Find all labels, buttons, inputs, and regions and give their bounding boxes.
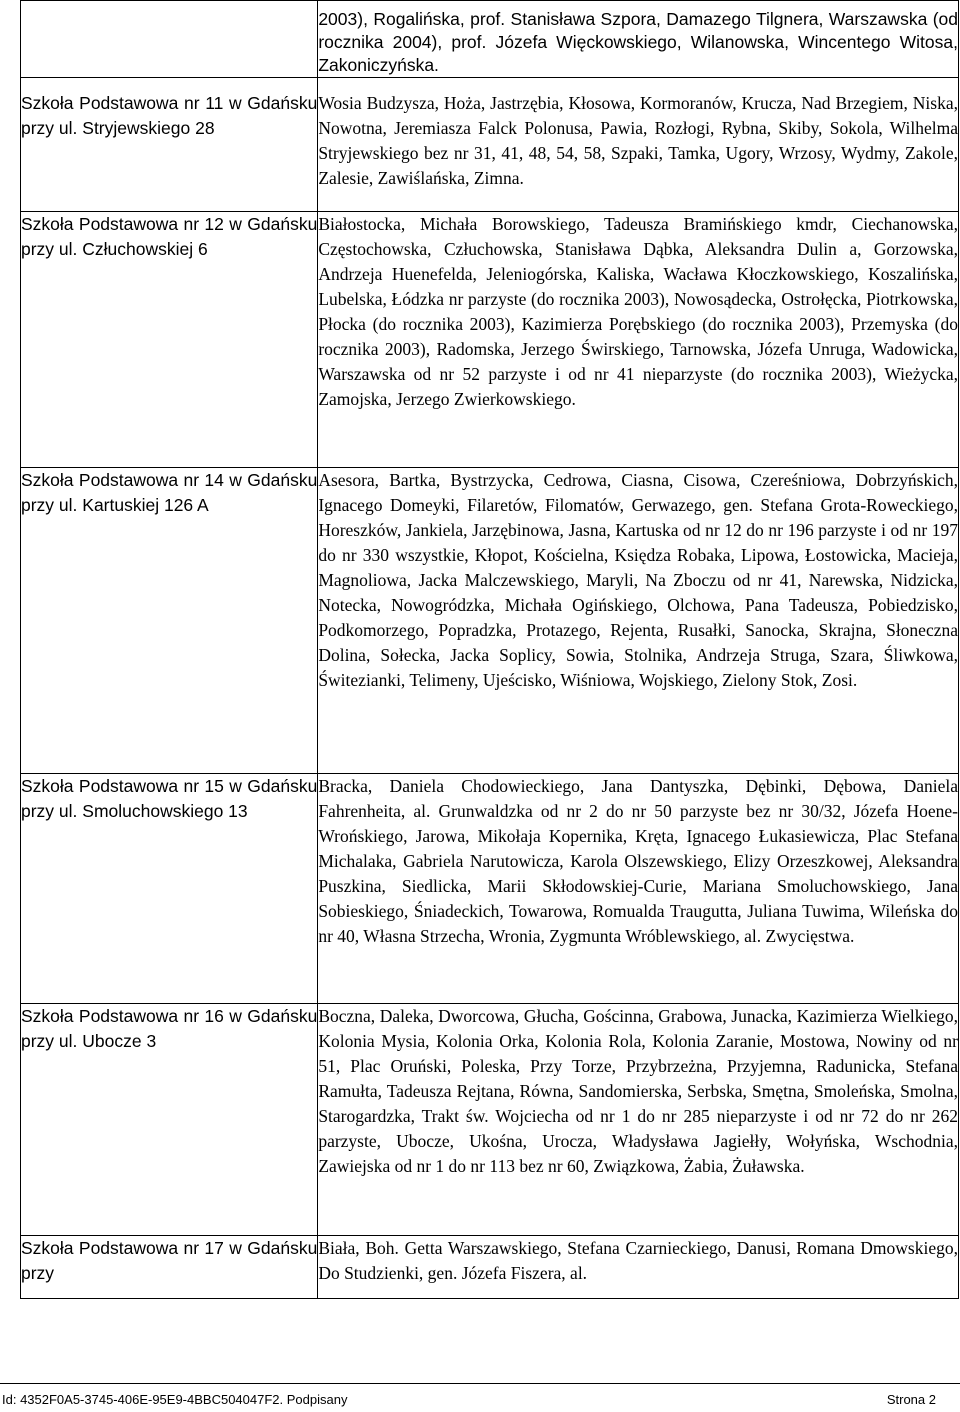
table-row: [21, 212, 959, 468]
document-id: Id: 4352F0A5-3745-406E-95E9-4BBC504047F2. Podpisany: [2, 1392, 348, 1407]
street-list: 2003), Rogalińska, prof. Stanisława Szpora, Damazego Tilgnera, Warszawska (od rocznika 2004), prof. Józefa Więckowskiego, Wilanowska, Wincentego Witosa, Zakoniczyńska.: [318, 1, 959, 78]
table-row: [21, 1, 959, 78]
street-list: Bracka, Daniela Chodowieckiego, Jana Dantyszka, Dębinki, Dębowa, Daniela Fahrenheita, al. Grunwaldzka od nr 2 do nr 50 parzyste bez nr 30/32, Józefa Hoene-Wrońskiego, Jarowa, Mikołaja Kopernika, Kręta, Ignacego Łukasiewicza, Plac Stefana Michalaka, Gabriela Narutowicza, Karola Olszewskiego, Elizy Orzeszkowej, Aleksandra Puszkina, Siedlicka, Marii Skłodowskiej-Curie, Mariana Smoluchowskiego, Jana Sobieskiego, Śniadeckich, Towarowa, Romualda Traugutta, Juliana Tuwima, Wileńska do nr 40, Własna Strzecha, Wronia, Zygmunta Wróblewskiego, al. Zwycięstwa.: [318, 774, 959, 1004]
street-list: Wosia Budzysza, Hoża, Jastrzębia, Kłosowa, Kormoranów, Krucza, Nad Brzegiem, Niska, Nowotna, Jeremiasza Falck Polonusa, Pawia, Rozłogi, Rybna, Skiby, Sokola, Wilhelma Stryjewskiego bez nr 31, 41, 48, 54, 58, Szpaki, Tamka, Ugory, Wrzosy, Wydmy, Zakole, Zalesie, Zawiślańska, Zimna.: [318, 78, 959, 212]
street-list: Boczna, Daleka, Dworcowa, Głucha, Gościnna, Grabowa, Junacka, Kazimierza Wielkiego, Kolonia Mysia, Kolonia Orka, Kolonia Rola, Kolonia Zaranie, Mostowa, Nowiny od nr 51, Plac Oruński, Poleska, Przy Torze, Przybrzeżna, Przyjemna, Radunicka, Stefana Ramułta, Tadeusza Rejtana, Równa, Sandomierska, Serbska, Smętna, Smoleńska, Smolna, Starogardzka, Trakt św. Wojciecha od nr 1 do nr 285 nieparzyste i od nr 72 do nr 262 parzyste, Ubocze, Ukośna, Urocza, Władysława Jagiełły, Wołyńska, Wschodnia, Zawiejska od nr 1 do nr 113 bez nr 60, Związkowa, Żabia, Żuławska.: [318, 1004, 959, 1236]
school-name: Szkoła Podstawowa nr 11 w Gdańsku przy ul. Stryjewskiego 28: [21, 78, 318, 212]
school-name: Szkoła Podstawowa nr 16 w Gdańsku przy ul. Ubocze 3: [21, 1004, 318, 1236]
school-name: Szkoła Podstawowa nr 17 w Gdańsku przy: [21, 1236, 318, 1299]
table-row: [21, 1004, 959, 1236]
page-footer: [0, 1383, 960, 1412]
street-list: Asesora, Bartka, Bystrzycka, Cedrowa, Ciasna, Cisowa, Czereśniowa, Dobrzyńskich, Ignacego Domeyki, Filaretów, Filomatów, Gerwazego, gen. Stefana Grota-Roweckiego, Horeszków, Jankiela, Jarzębinowa, Jasna, Kartuska od nr 12 do nr 196 parzyste i od nr 197 do nr 330 wszystkie, Kłopot, Kościelna, Księdza Robaka, Lipowa, Łostowicka, Macieja, Magnoliowa, Jacka Malczewskiego, Maryli, Na Zboczu od nr 41, Narewska, Nidzicka, Notecka, Nowogródzka, Michała Ogińskiego, Olchowa, Pana Tadeusza, Pobiedzisko, Podkomorzego, Popradzka, Protazego, Rejenta, Rusałki, Sanocka, Skrajna, Słoneczna Dolina, Sołecka, Jacka Soplicy, Sowia, Stolnika, Andrzeja Struga, Szara, Śliwkowa, Świtezianki, Telimeny, Ujeścisko, Wiśniowa, Wojskiego, Zielony Stok, Zosi.: [318, 468, 959, 774]
table-row: [21, 78, 959, 212]
school-name: [21, 1, 318, 78]
street-list: Białostocka, Michała Borowskiego, Tadeusza Bramińskiego kmdr, Ciechanowska, Częstochowska, Człuchowska, Stanisława Dąbka, Aleksandra Dulin a, Gorzowska, Andrzeja Huenefelda, Jeleniogórska, Kaliska, Wacława Kłoczkowskiego, Koszalińska, Lubelska, Łódzka nr parzyste (do rocznika 2003), Nowosądecka, Ostrołęcka, Piotrkowska, Płocka (do rocznika 2003), Kazimierza Porębskiego (do rocznika 2003), Przemyska (do rocznika 2003), Radomska, Jerzego Świrskiego, Tarnowska, Józefa Unruga, Wadowicka, Warszawska od nr 52 parzyste i od nr 41 nieparzyste (do rocznika 2003), Wieżycka, Zamojska, Jerzego Zwierkowskiego.: [318, 212, 959, 468]
table-row: [21, 1236, 959, 1299]
street-list: Biała, Boh. Getta Warszawskiego, Stefana Czarnieckiego, Danusi, Romana Dmowskiego, Do Studzienki, gen. Józefa Fiszera, al.: [318, 1236, 959, 1299]
table-row: [21, 774, 959, 1004]
school-districts-table: [20, 0, 959, 1299]
school-name: Szkoła Podstawowa nr 15 w Gdańsku przy ul. Smoluchowskiego 13: [21, 774, 318, 1004]
table-row: [21, 468, 959, 774]
page-number: Strona 2: [886, 1392, 936, 1407]
school-name: Szkoła Podstawowa nr 14 w Gdańsku przy ul. Kartuskiej 126 A: [21, 468, 318, 774]
school-name: Szkoła Podstawowa nr 12 w Gdańsku przy ul. Człuchowskiej 6: [21, 212, 318, 468]
